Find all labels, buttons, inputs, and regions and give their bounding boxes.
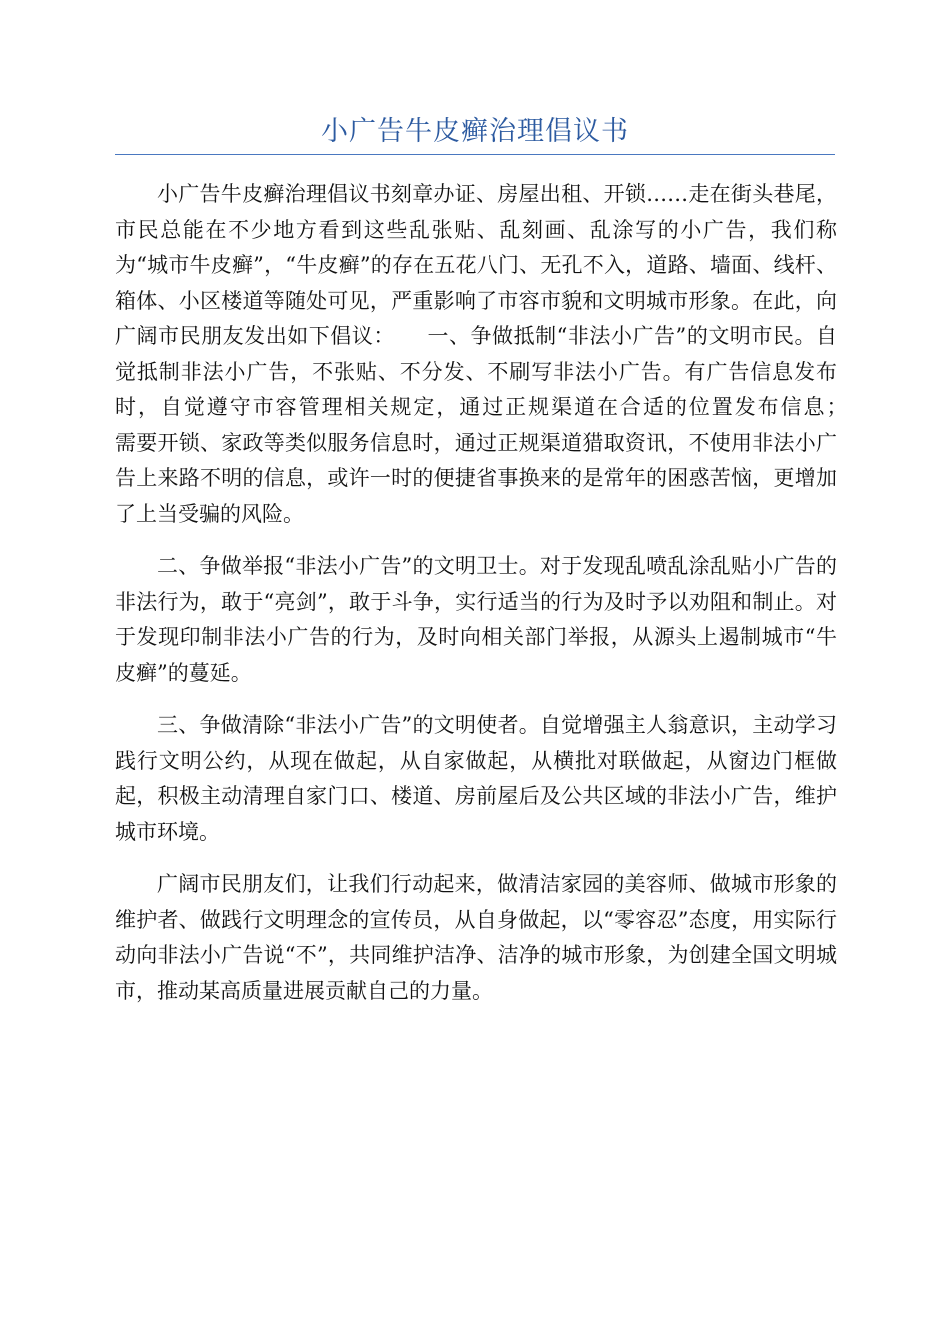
paragraph-three: 三、争做清除“非法小广告”的文明使者。自觉增强主人翁意识，主动学习践行文明公约，从现在做起，从自家做起，从横批对联做起，从窗边门框做起，积极主动清理自家门口、楼道、房前屋后及公共区域的非法小广告，维护城市环境。 <box>115 713 837 844</box>
title-underline <box>115 154 835 155</box>
paragraph-two: 二、争做举报“非法小广告”的文明卫士。对于发现乱喷乱涂乱贴小广告的非法行为，敢于“亮剑”，敢于斗争，实行适当的行为及时予以劝阻和制止。对于发现印制非法小广告的行为，及时向相关部门举报，从源头上遏制城市“牛皮癣”的蔓延。 <box>115 554 837 685</box>
document-title: 小广告牛皮癣治理倡议书 <box>321 116 629 147</box>
document-body <box>115 177 900 1026</box>
paragraph-closing: 广阔市民朋友们，让我们行动起来，做清洁家园的美容师、做城市形象的维护者、做践行文明理念的宣传员，从自身做起，以“零容忍”态度，用实际行动向非法小广告说“不”，共同维护洁净、洁净的城市形象，为创建全国文明城市，推动某高质量进展贡献自己的力量。 <box>115 872 837 1003</box>
paragraph-intro: 小广告牛皮癣治理倡议书刻章办证、房屋出租、开锁……走在街头巷尾，市民总能在不少地方看到这些乱张贴、乱刻画、乱涂写的小广告，我们称为“城市牛皮癣”，“牛皮癣”的存在五花八门、无孔不入，道路、墙面、线杆、箱体、小区楼道等随处可见，严重影响了市容市貌和文明城市形象。在此，向广阔市民朋友发出如下倡议： 一、争做抵制“非法小广告”的文明市民。自觉抵制非法小广告，不张贴、不分发、不刷写非法小广告。有广告信息发布时，自觉遵守市容管理相关规定，通过正规渠道在合适的位置发布信息； 需要开锁、家政等类似服务信息时，通过正规渠道猎取资讯，不使用非法小广告上来路不明的信息，或许一时的便捷省事换来的是常年的困惑苦恼，更增加了上当受骗的风险。 <box>115 182 900 526</box>
